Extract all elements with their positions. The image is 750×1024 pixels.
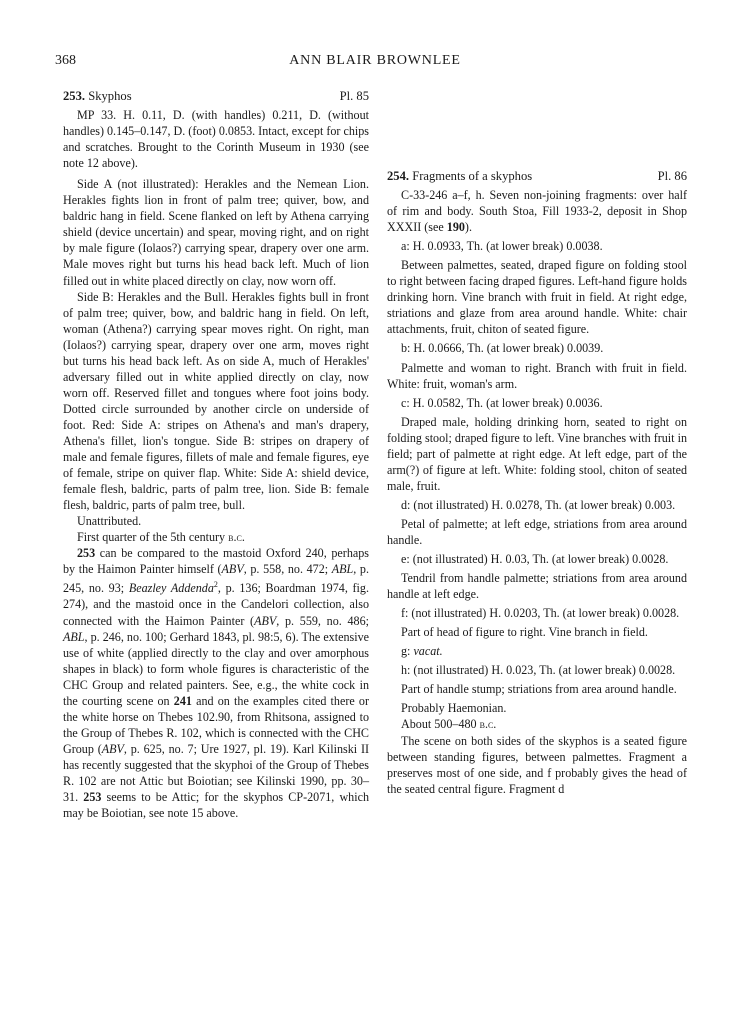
fragment-measurements: f: (not illustrated) H. 0.0203, Th. (at lower break) 0.0028. <box>401 606 680 621</box>
fragment-description: Draped male, holding drinking horn, seated to right on folding stool; draped figure to left. Vine branches with fruit in field; part of palmette at right edge. At left edge, part of the arm(?) of figure at left. White: folding stool, chiton of seated male, fruit. <box>387 414 687 493</box>
entry-number: 253. <box>63 89 86 103</box>
discussion-segment: , p. 136; Boardman 1974, fig. 274), and the mastoid once in the Candelori collection, also connected with the Haimon Painter ( <box>63 581 369 628</box>
discussion-segment: ABL <box>331 562 354 577</box>
fragment-measurements: e: (not illustrated) H. 0.03, Th. (at lower break) 0.0028. <box>401 552 669 567</box>
entry-253-heading <box>63 88 369 104</box>
catalog-intro: C-33-246 a–f, h. Seven non-joining fragments: over half of rim and body. South Stoa, Fill 1933-2, deposit in Shop XXXII (see 190). <box>387 188 687 235</box>
discussion-segment: ABV <box>221 562 244 577</box>
page-number: 368 <box>55 53 76 68</box>
continued-text-spacer <box>387 88 687 168</box>
discussion-segment: seems to be Attic; for the skyphos CP-2071, which may be Boiotian, see note 15 above. <box>63 790 370 821</box>
discussion-segment: 253 <box>77 546 96 561</box>
fragment-description: Petal of palmette; at left edge, striations from area around handle. <box>387 516 687 547</box>
discussion-segment: ABV <box>101 741 124 756</box>
plate-reference: Pl. 85 <box>339 89 369 103</box>
entry-title: Fragments of a skyphos <box>412 169 533 183</box>
discussion-segment: , p. 559, no. 486; <box>276 613 369 628</box>
discussion-segment: 253 <box>83 790 102 805</box>
catalog-measurements: MP 33. H. 0.11, D. (with handles) 0.211, D. (without handles) 0.145–0.147, D. (foot) 0.0853. Intact, except for chips and scratches. Brought to the Corinth Museum in 1930 (see note 12 above). <box>63 108 369 171</box>
fragment-measurements: b: H. 0.0666, Th. (at lower break) 0.0039. <box>401 341 604 356</box>
entry-title: Skyphos <box>88 89 132 103</box>
left-column <box>63 88 369 821</box>
discussion-segment: ABL <box>63 629 85 644</box>
fragment-measurements: a: H. 0.0933, Th. (at lower break) 0.0038. <box>401 239 603 254</box>
attribution: Probably Haemonian. <box>401 701 507 716</box>
fragment-g: g: vacat. <box>401 644 443 659</box>
running-head: ANN BLAIR BROWNLEE <box>289 53 461 68</box>
entry-number: 254. <box>387 169 410 183</box>
discussion-segment: 241 <box>173 693 192 708</box>
right-column <box>387 88 687 797</box>
discussion-segment: , p. 246, no. 100; Gerhard 1843, pl. 98:5, 6). The extensive use of white (applied directly to the clay and over amorphous shapes in black) to form whole figures is characteristic of the CHC Group and related painters. See, e.g., the white cock in the courting scene on <box>63 629 369 708</box>
discussion-segment: , p. 245, no. 93; <box>63 562 369 596</box>
discussion-paragraph: The scene on both sides of the skyphos is a seated figure between standing figures, between palmettes. Fragment a preserves most of one side, and f probably gives the head of the seated central figure. Fragment d <box>387 733 687 796</box>
side-b-description: Side B: Herakles and the Bull. Herakles fights bull in front of palm tree; quiver, bow, and baldric hang in field. On left, woman (Athena?) carrying spear moves right. On right, man (Iolaos?) carrying spear, drapery over one arm, moves right but turns his head back left. As on side A, much of Herakles' adversary filled out in white applied directly on clay, now worn off. Reserved fillet and tongues where foot joins body. Dotted circle surrounded by another circle on underside of foot. Red: Side A: stripes on Athena's and man's drapery, Athena's fillet, lion's tongue. Side B: stripes on drapery of male and female figures, fillets of male and female figures, eye of female, stripe on quiver flap. White: Side A: shield device, female flesh, baldric, parts of palm tree, lion. Side B: female flesh, baldric, parts of palm tree, bull. <box>63 289 369 513</box>
discussion-paragraph <box>63 545 369 821</box>
entry-254-heading <box>387 168 687 184</box>
date-line: First quarter of the 5th century b.c. <box>77 530 245 545</box>
discussion-segment: can be compared to the mastoid Oxford 240, perhaps by the Haimon Painter himself ( <box>63 546 369 577</box>
discussion-segment: ABV <box>254 613 277 628</box>
date-line: About 500–480 b.c. <box>401 717 497 732</box>
discussion-segment: 2 <box>213 580 218 590</box>
side-a-description: Side A (not illustrated): Herakles and the Nemean Lion. Herakles fights lion in front of palm tree; quiver, bow, and baldric hang in field. Scene flanked on left by Athena carrying shield (device uncertain) and spear, moving right, and on right by male figure (Iolaos?) carrying spear, drapery over one arm. Male moves right but turns his head back left. Much of lion filled out in white placed directly on clay, now worn off. <box>63 177 369 288</box>
fragment-description: Between palmettes, seated, draped figure on folding stool to right between facing draped figures. Left-hand figure holds drinking horn. Vine branch with fruit in field. At right edge, striations and glaze from area around handle. White: chair attachments, fruit, chiton of seated figure. <box>387 258 687 337</box>
fragment-list <box>387 238 687 640</box>
discussion-segment: , p. 558, no. 472; <box>243 562 332 577</box>
fragment-description: Palmette and woman to right. Branch with fruit in field. White: fruit, woman's arm. <box>387 360 687 391</box>
fragment-measurements: d: (not illustrated) H. 0.0278, Th. (at lower break) 0.003. <box>401 497 676 512</box>
fragment-description: Tendril from handle palmette; striations from area around handle at left edge. <box>387 571 687 602</box>
fragment-measurements: c: H. 0.0582, Th. (at lower break) 0.0036. <box>401 395 603 410</box>
fragment-measurements: h: (not illustrated) H. 0.023, Th. (at lower break) 0.0028. <box>401 663 676 678</box>
discussion-segment: and on the examples cited there or the white horse on Thebes 102.90, from Rhitsona, assigned to the Group of Thebes R. 102, which is connected with the CHC Group ( <box>63 693 369 756</box>
attribution: Unattributed. <box>77 514 142 529</box>
discussion-segment: Beazley Addenda <box>128 581 214 596</box>
fragment-description: Part of head of figure to right. Vine branch in field. <box>401 625 648 640</box>
plate-reference: Pl. 86 <box>657 169 687 183</box>
discussion-segment: , p. 625, no. 7; Ure 1927, pl. 19). Karl Kilinski II has recently suggested that the skyphoi of the Group of Thebes R. 102 are not Attic but Boiotian; see Kilinski 1990, pp. 30–31. <box>63 741 370 805</box>
fragment-description: Part of handle stump; striations from area around handle. <box>401 682 677 697</box>
